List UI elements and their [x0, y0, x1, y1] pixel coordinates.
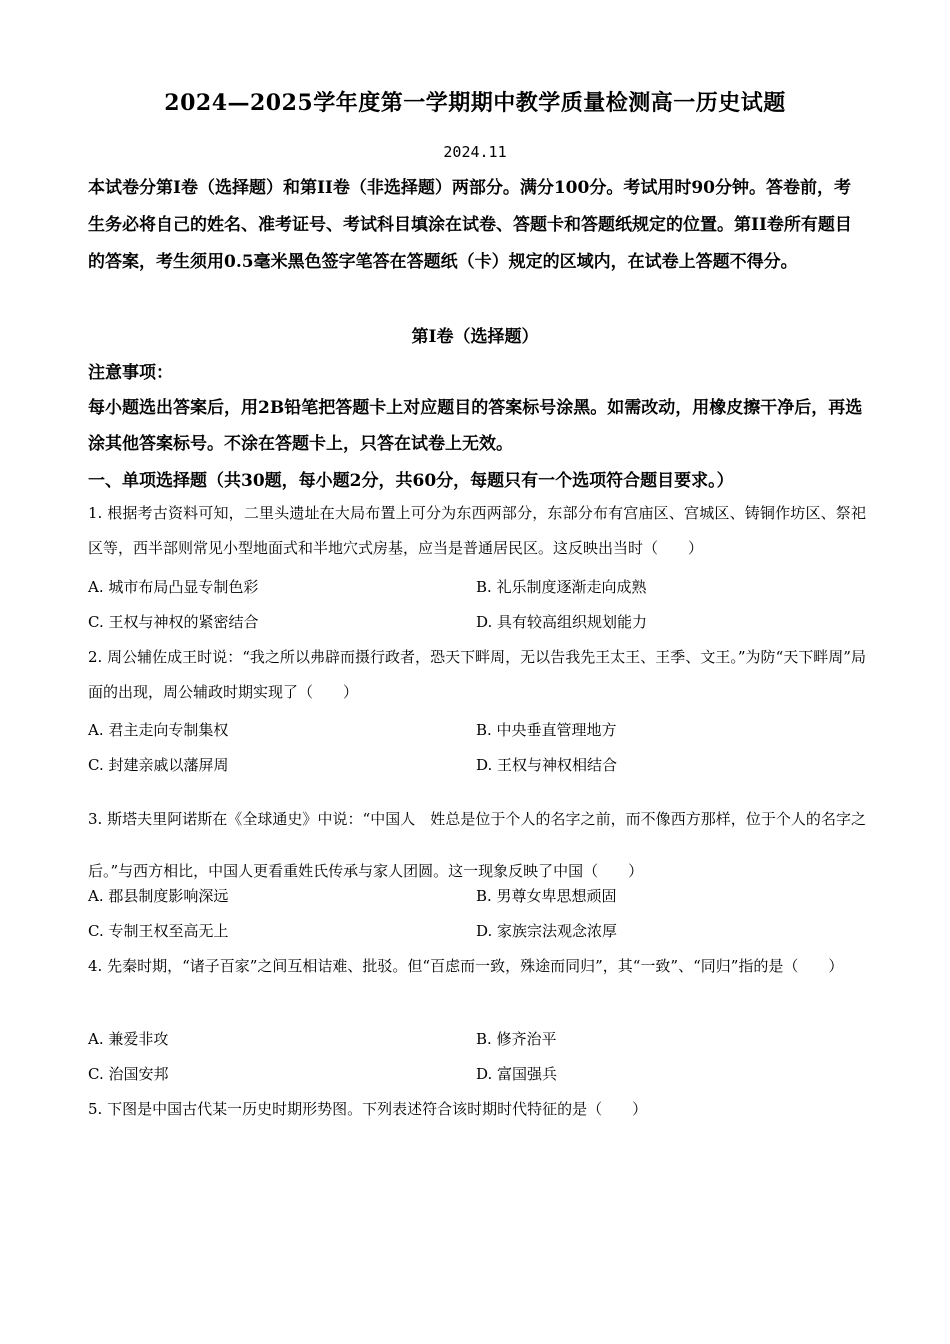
question-stem: 4. 先秦时期，“诸子百家”之间互相诘难、批驳。但“百虑而一致，殊途而同归”，其“一致”、“同归”指的是（ ） [88, 957, 844, 975]
question-stem: 3. 斯塔夫里阿诺斯在《全球通史》中说：“中国人 姓总是位于个人的名字之前，而不像西方那样，位于个人的名字之后。”与西方相比，中国人更看重姓氏传承与家人团圆。这一现象反映了中国（ ） [88, 810, 866, 880]
option-c: C. 封建亲戚以藩屏周 [88, 756, 229, 774]
option-c: C. 王权与神权的紧密结合 [88, 613, 259, 631]
section-title: 第I卷（选择题） [411, 327, 539, 347]
option-c: C. 专制王权至高无上 [88, 922, 229, 940]
option-d: D. 王权与神权相结合 [476, 756, 618, 774]
option-a: A. 郡县制度影响深远 [88, 887, 229, 905]
option-c: C. 治国安邦 [88, 1065, 169, 1083]
exam-instructions: 本试卷分第I卷（选择题）和第II卷（非选择题）两部分。满分100分。考试用时90分钟。答卷前，考生务必将自己的姓名、准考证号、考试科目填涂在试卷、答题卡和答题纸规定的位置。第II卷所有题目的答案，考生须用0.5毫米黑色签字笔答在答题纸（卡）规定的区域内，在试卷上答题不得分。 [88, 178, 852, 272]
option-d: D. 富国强兵 [476, 1065, 558, 1083]
question-stem: 2. 周公辅佐成王时说：“我之所以弗辟而摄行政者，恐天下畔周，无以告我先王太王、王季、文王。”为防“天下畔周”局面的出现，周公辅政时期实现了（ ） [88, 648, 866, 701]
notice-body: 每小题选出答案后，用2B铅笔把答题卡上对应题目的答案标号涂黑。如需改动，用橡皮擦干净后，再选涂其他答案标号。不涂在答题卡上，只答在试卷上无效。 [88, 398, 863, 454]
option-a: A. 君主走向专制集权 [88, 721, 229, 739]
option-d: D. 具有较高组织规划能力 [476, 613, 648, 631]
part-heading: 一、单项选择题（共30题，每小题2分，共60分，每题只有一个选项符合题目要求。） [88, 471, 734, 491]
option-b: B. 礼乐制度逐渐走向成熟 [476, 578, 647, 596]
question-stem: 5. 下图是中国古代某一历史时期形势图。下列表述符合该时期时代特征的是（ ） [88, 1100, 648, 1118]
option-b: B. 修齐治平 [476, 1030, 557, 1048]
option-d: D. 家族宗法观念浓厚 [476, 922, 618, 940]
option-a: A. 城市布局凸显专制色彩 [88, 578, 259, 596]
exam-title: 2024—2025学年度第一学期期中教学质量检测高一历史试题 [164, 90, 786, 116]
option-b: B. 男尊女卑思想顽固 [476, 887, 617, 905]
question-stem: 1. 根据考古资料可知，二里头遗址在大局布置上可分为东西两部分，东部分布有宫庙区、宫城区、铸铜作坊区、祭祀区等，西半部则常见小型地面式和半地穴式房基，应当是普通居民区。这反映出当时（ ） [88, 504, 866, 557]
option-b: B. 中央垂直管理地方 [476, 721, 617, 739]
option-a: A. 兼爱非攻 [88, 1030, 169, 1048]
notice-heading: 注意事项： [88, 363, 173, 383]
exam-date: 2024.11 [443, 143, 507, 161]
